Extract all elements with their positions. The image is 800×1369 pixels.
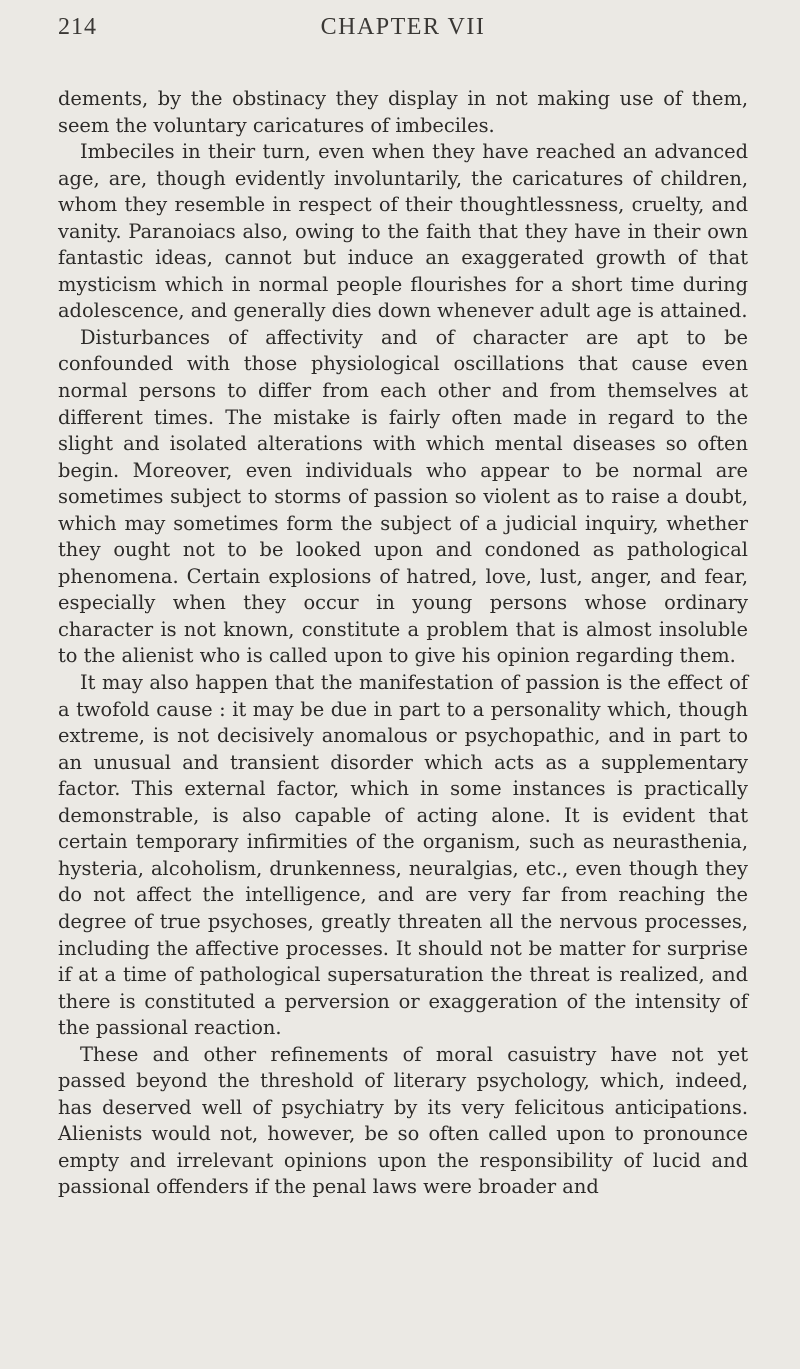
paragraph-disturbances: Disturbances of affectivity and of character are apt to be confounded with those physiological oscillations that cause even normal persons to differ from each other and from themselves at different times. The mistake is fairly often made in regard to the slight and isolated alterations with which mental diseases so often begin. Moreover, even individuals who appear to be normal are sometimes subject to storms of passion so violent as to raise a doubt, which may sometimes form the subject of a judicial inquiry, whether they ought not to be looked upon and condoned as pathological phenomena. Certain explosions of hatred, love, lust, anger, and fear, especially when they occur in young persons whose ordinary character is not known, constitute a problem that is almost insoluble to the alienist who is called upon to give his opinion regarding them. <box>58 325 748 668</box>
body-text <box>58 86 748 1201</box>
paragraph-refinements: These and other refinements of moral casuistry have not yet passed beyond the threshold of literary psychology, which, indeed, has deserved well of psychiatry by its very felicitous anticipations. Alienists would not, however, be so often called upon to pronounce empty and irrelevant opinions upon the responsibility of lucid and passional offenders if the penal laws were broader and <box>58 1042 748 1199</box>
chapter-title: CHAPTER VII <box>320 14 486 40</box>
running-head <box>58 14 748 48</box>
paragraph-twofold-cause: It may also happen that the manifestation of passion is the effect of a twofold cause : it may be due in part to a personality which, though extreme, is not decisively anomalous or psychopathic, and in part to an unusual and transient disorder which acts as a supplementary factor. This external factor, which in some instances is practically demonstrable, is also capable of acting alone. It is evident that certain temporary infirmities of the organism, such as neurasthenia, hysteria, alcoholism, drunkenness, neuralgias, etc., even though they do not affect the intelligence, and are very far from reaching the degree of true psychoses, greatly threaten all the nervous processes, including the affective processes. It should not be matter for surprise if at a time of pathological supersaturation the threat is realized, and there is constituted a perversion or exaggeration of the intensity of the passional reaction. <box>58 671 748 1040</box>
page-number: 214 <box>58 14 97 40</box>
paragraph-continuation: dements, by the obstinacy they display in not making use of them, seem the voluntary caricatures of imbeciles. <box>58 87 748 137</box>
paragraph-imbeciles: Imbeciles in their turn, even when they have reached an advanced age, are, though evidently involuntarily, the caricatures of children, whom they resemble in respect of their thoughtlessness, cruelty, and vanity. Paranoiacs also, owing to the faith that they have in their own fantastic ideas, cannot but induce an exaggerated growth of that mysticism which in normal people flourishes for a short time during adolescence, and generally dies down whenever adult age is attained. <box>58 140 748 323</box>
